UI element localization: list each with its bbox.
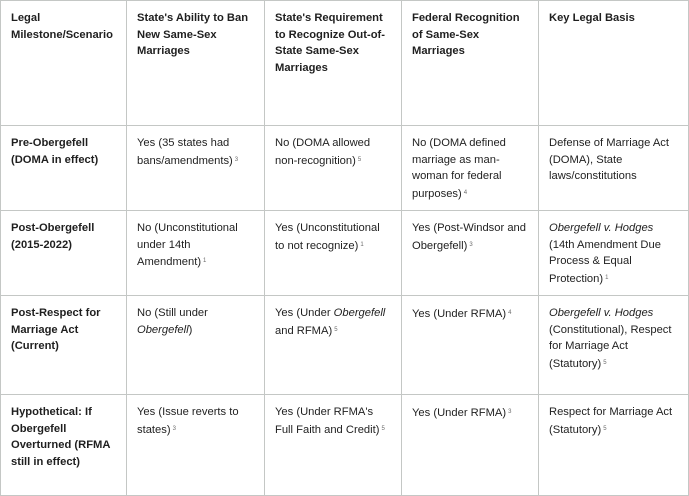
- basis-cell: [539, 296, 689, 395]
- citation-marker[interactable]: 3: [234, 156, 239, 163]
- cell-text: and RFMA): [275, 324, 333, 337]
- ban-cell: [127, 395, 265, 496]
- cell-text: (Constitutional), Respect for Marriage Act (Statutory): [549, 323, 672, 370]
- cell-text: Yes (Issue reverts to states): [137, 406, 239, 436]
- header-cell: Federal Recognition of Same-Sex Marriages: [402, 1, 539, 126]
- cell-text: No (DOMA allowed non-recognition): [275, 137, 371, 167]
- recognize-cell: [265, 126, 402, 211]
- citation-marker[interactable]: 5: [603, 359, 607, 366]
- citation-marker[interactable]: 5: [603, 425, 607, 432]
- case-name: Obergefell v. Hodges: [549, 222, 654, 234]
- citation-marker[interactable]: 3: [508, 409, 512, 415]
- cell-text: Yes (Unconstitutional to not recognize): [275, 222, 380, 252]
- scenario-cell: Post-Obergefell (2015-2022): [1, 211, 127, 296]
- cell-text: Defense of Marriage Act (DOMA), State laws/constitutions: [549, 137, 670, 182]
- table-row: [1, 211, 689, 296]
- ban-cell: [127, 296, 265, 395]
- scenario-cell: Pre-Obergefell (DOMA in effect): [1, 126, 127, 211]
- cell-text: ): [188, 323, 193, 336]
- cell-text: No (Still under: [137, 307, 208, 319]
- federal-cell: [402, 296, 539, 395]
- citation-marker[interactable]: 1: [360, 241, 364, 248]
- citation-marker[interactable]: 1: [605, 274, 609, 281]
- table-row: [1, 296, 689, 395]
- header-cell: State's Ability to Ban New Same-Sex Marriages: [127, 1, 265, 126]
- federal-cell: [402, 211, 539, 296]
- ban-cell: [127, 211, 265, 296]
- citation-marker[interactable]: 4: [508, 310, 512, 316]
- cell-text: (14th Amendment Due Process & Equal Protection): [549, 238, 661, 285]
- citation-marker[interactable]: 3: [172, 425, 176, 432]
- recognize-cell: [265, 395, 402, 496]
- ban-cell: [127, 126, 265, 211]
- cell-text: Yes (Post-Windsor and Obergefell): [412, 222, 526, 252]
- citation-marker[interactable]: 1: [203, 258, 207, 264]
- citation-marker[interactable]: 4: [463, 189, 468, 196]
- basis-cell: [539, 395, 689, 496]
- header-cell: State's Requirement to Recognize Out-of-State Same-Sex Marriages: [265, 1, 402, 126]
- header-cell: Legal Milestone/Scenario: [1, 1, 127, 126]
- scenario-cell: Hypothetical: If Obergefell Overturned (RFMA still in effect): [1, 395, 127, 496]
- recognize-cell: [265, 296, 402, 395]
- header-cell: Key Legal Basis: [539, 1, 689, 126]
- cell-text: Respect for Marriage Act (Statutory): [549, 406, 673, 436]
- table-row: [1, 395, 689, 496]
- scenario-cell: Post-Respect for Marriage Act (Current): [1, 296, 127, 395]
- citation-marker[interactable]: 5: [334, 326, 338, 333]
- cell-text: Yes (Under RFMA's Full Faith and Credit): [275, 406, 380, 436]
- cell-text: Yes (Under: [275, 307, 331, 319]
- cell-text: No (DOMA defined marriage as man-woman for federal purposes): [412, 137, 506, 200]
- cell-text: Yes (35 states had bans/amendments): [137, 137, 233, 167]
- basis-cell: [539, 126, 689, 211]
- federal-cell: [402, 126, 539, 211]
- basis-cell: [539, 211, 689, 296]
- citation-marker[interactable]: 5: [381, 425, 385, 432]
- cell-text: No (Unconstitutional under 14th Amendment): [137, 222, 238, 268]
- cell-text: Yes (Under RFMA): [412, 308, 507, 320]
- table-header-row: [1, 1, 689, 126]
- citation-marker[interactable]: 3: [469, 241, 473, 248]
- case-name: Obergefell: [137, 323, 189, 336]
- citation-marker[interactable]: 5: [357, 156, 362, 163]
- case-name: Obergefell: [333, 307, 386, 319]
- recognize-cell: [265, 211, 402, 296]
- cell-text: Yes (Under RFMA): [412, 407, 507, 419]
- case-name: Obergefell v. Hodges: [549, 307, 654, 319]
- table-row: [1, 126, 689, 211]
- federal-cell: [402, 395, 539, 496]
